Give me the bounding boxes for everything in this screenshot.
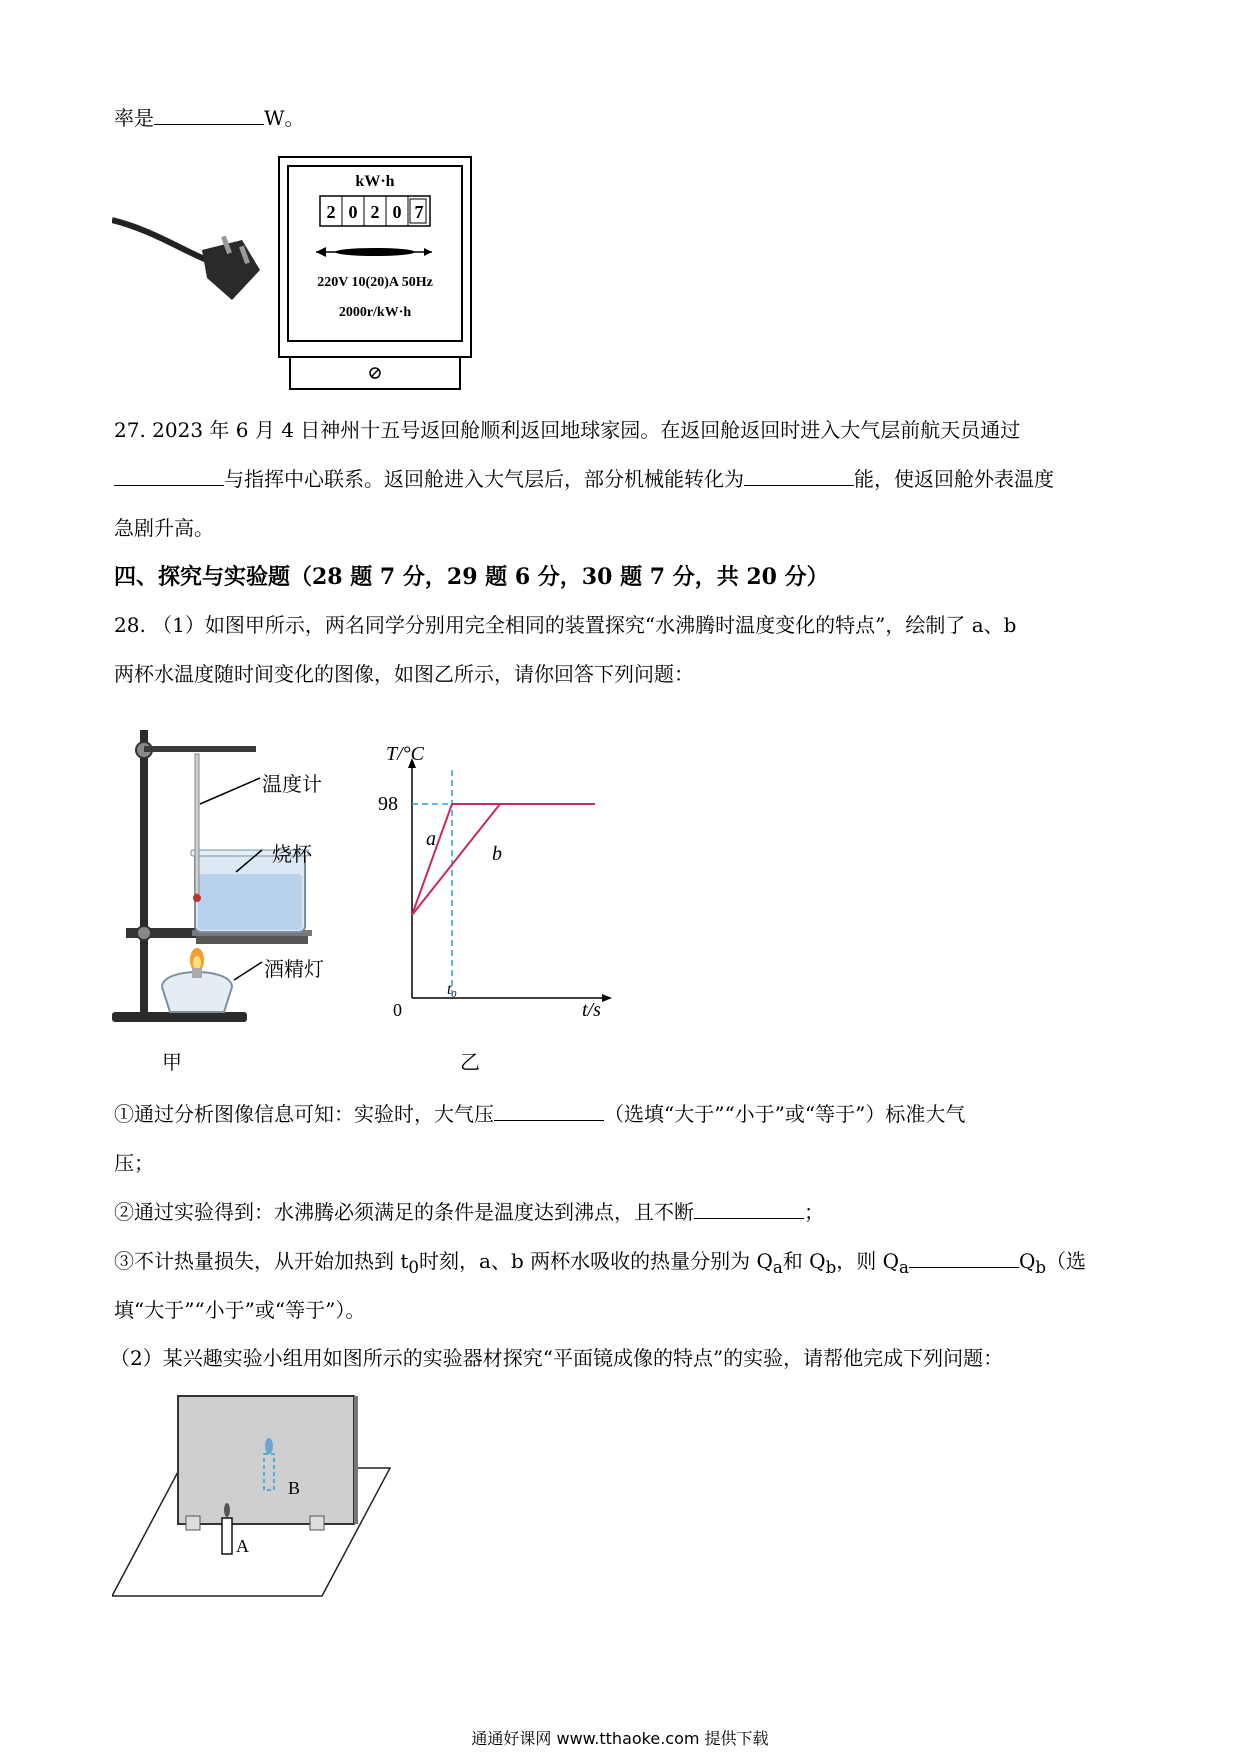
- q28-sub3-text: ，则 Q: [836, 1249, 899, 1273]
- subscript: 0: [408, 1258, 420, 1277]
- meter-digit: 7: [414, 202, 424, 222]
- series-b-label: b: [492, 843, 502, 865]
- label-a: A: [236, 1536, 249, 1556]
- x-axis-label: t/s: [582, 999, 601, 1020]
- meter-digit: 2: [370, 202, 380, 222]
- q27-line2: [114, 465, 1054, 493]
- temperature-time-chart: [370, 740, 620, 1020]
- footer-source: 通通好课网 www.tthaoke.com 提供下载: [471, 1729, 769, 1748]
- subscript: b: [825, 1258, 837, 1277]
- candle-a: [222, 1518, 232, 1554]
- series-b-line: [412, 804, 500, 915]
- subscript: b: [1035, 1258, 1047, 1277]
- support-block: [310, 1516, 324, 1530]
- q27-text: 能，使返回舱外表温度: [854, 467, 1054, 491]
- section-heading: 四、探究与实验题（28 题 7 分，29 题 6 分，30 题 7 分，共 20 分）: [114, 564, 829, 590]
- answer-blank[interactable]: [154, 104, 264, 125]
- answer-blank[interactable]: [694, 1198, 804, 1219]
- beaker-label: 烧杯: [272, 842, 312, 866]
- meter-digit: 0: [392, 202, 402, 222]
- figure-jia-caption: 甲: [162, 1050, 182, 1074]
- q27-line3: 急剧升高。: [114, 516, 214, 540]
- q28-line1: 28. （1）如图甲所示，两名同学分别用完全相同的装置探究“水沸腾时温度变化的特点”，绘制了 a、b: [114, 613, 1017, 637]
- support-block: [186, 1516, 200, 1530]
- meter-digit: 2: [326, 202, 336, 222]
- answer-blank[interactable]: [114, 465, 224, 486]
- q26-text: 率是: [114, 106, 154, 130]
- meter-rate: 2000r/kW·h: [338, 305, 412, 320]
- q28-sub3-text: ③不计热量损失，从开始加热到 t: [114, 1249, 409, 1273]
- alcohol-lamp-label: 酒精灯: [264, 957, 324, 981]
- series-a-line: [412, 804, 452, 915]
- q28-sub3-text: 时刻，a、b 两杯水吸收的热量分别为 Q: [419, 1249, 773, 1273]
- y-tick-label: 98: [378, 793, 398, 815]
- q28-sub1-text: ①通过分析图像信息可知：实验时，大气压: [114, 1102, 494, 1126]
- answer-blank[interactable]: [744, 465, 854, 486]
- meter-unit: kW·h: [355, 173, 395, 190]
- q27-text: 与指挥中心联系。返回舱进入大气层后，部分机械能转化为: [224, 467, 744, 491]
- q28-sub1-line: [114, 1100, 965, 1128]
- figure-yi-caption: 乙: [460, 1050, 480, 1074]
- y-axis-label: T/°C: [386, 743, 425, 765]
- series-a-label: a: [426, 828, 436, 850]
- plug-illustration: [112, 200, 262, 310]
- q28-sub2-text: ②通过实验得到：水沸腾必须满足的条件是温度达到沸点，且不断: [114, 1200, 694, 1224]
- q28-line2: 两杯水温度随时间变化的图像，如图乙所示，请你回答下列问题：: [114, 662, 694, 686]
- plane-mirror-figure: [112, 1390, 402, 1600]
- electricity-meter: [278, 156, 472, 392]
- subscript: a: [899, 1258, 909, 1277]
- q28-part2: （2）某兴趣实验小组用如图所示的实验器材探究“平面镜成像的特点”的实验，请帮他完成下列问题：: [110, 1346, 1004, 1370]
- q28-sub2-text: ；: [804, 1200, 824, 1224]
- meter-specs: 220V 10(20)A 50Hz: [317, 275, 433, 290]
- q28-sub3-line: [114, 1247, 1086, 1282]
- q28-sub1-text: （选填“大于”“小于”或“等于”）标准大气: [604, 1102, 966, 1126]
- q27-line1: 27. 2023 年 6 月 4 日神州十五号返回舱顺利返回地球家园。在返回舱返回时进入大气层前航天员通过: [114, 418, 1021, 442]
- q28-sub3-text: Q: [1018, 1249, 1036, 1273]
- origin-label: 0: [393, 1000, 402, 1020]
- q28-sub3-text: （选: [1046, 1249, 1087, 1273]
- thermometer-label: 温度计: [262, 772, 322, 796]
- subscript: a: [772, 1258, 783, 1277]
- q28-sub1-cont: 压；: [114, 1151, 154, 1175]
- q28-sub2-line: [114, 1198, 824, 1226]
- q26-suffix: W。: [264, 106, 305, 130]
- meter-digit: 0: [348, 202, 358, 222]
- q26-tail-line: [114, 104, 305, 132]
- glass-plate: [178, 1396, 354, 1524]
- answer-blank[interactable]: [909, 1247, 1019, 1268]
- answer-blank[interactable]: [494, 1100, 604, 1121]
- label-b: B: [288, 1478, 301, 1498]
- q28-sub3-text: 和 Q: [782, 1249, 826, 1273]
- q28-sub3-cont: 填“大于”“小于”或“等于”）。: [114, 1298, 366, 1322]
- x-tick-label: t₀: [446, 981, 458, 998]
